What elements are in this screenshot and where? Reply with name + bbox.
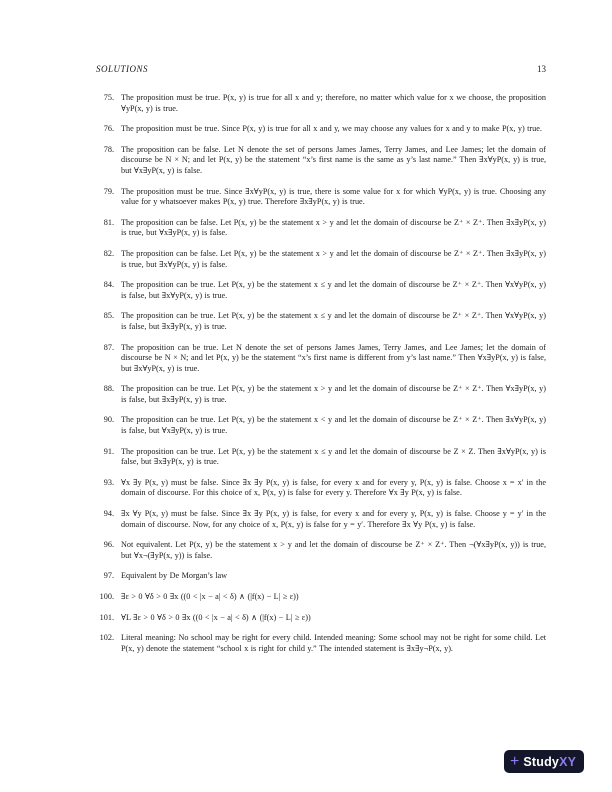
solution-item xyxy=(96,93,546,114)
solution-item xyxy=(96,540,546,561)
solution-text: The proposition can be false. Let N denote the set of persons James James, Terry James, and Lee James; let the domain of discourse be N × N; and let P(x, y) be the statement “x’s first name is the same as y’s last name.” Then ∃x∀yP(x, y) is true, but ∀x∃yP(x, y) is false. xyxy=(121,144,546,175)
solution-item xyxy=(96,145,546,177)
brand-name-primary: Study xyxy=(523,754,560,769)
solution-number: 91. xyxy=(103,446,114,456)
solution-text: The proposition can be true. Let P(x, y) be the statement x ≤ y and let the domain of discourse be Z⁺ × Z⁺. Then ∀x∀yP(x, y) is false, but ∃x∀yP(x, y) is true. xyxy=(121,280,546,300)
brand-name-accent: XY xyxy=(559,754,577,769)
solution-text: The proposition can be false. Let P(x, y) be the statement x > y and let the domain of discourse be Z⁺ × Z⁺. Then ∃x∃yP(x, y) is true, but ∀x∃yP(x, y) is false. xyxy=(121,217,546,238)
solution-text: The proposition must be true. Since P(x, y) is true for all x and y, we may choose any values for x and y to make P(x, y) true. xyxy=(121,124,542,134)
solution-text: The proposition can be true. Let P(x, y) be the statement x > y and let the domain of discourse be Z⁺ × Z⁺. Then ∀x∃yP(x, y) is false, but ∃x∃yP(x, y) is true. xyxy=(121,384,546,404)
solution-number: 81. xyxy=(103,217,114,227)
solution-item xyxy=(96,280,546,301)
solution-text: The proposition can be false. Let P(x, y) be the statement x > y and let the domain of discourse be Z⁺ × Z⁺. Then ∃x∃yP(x, y) is true, but ∃x∀yP(x, y) is false. xyxy=(121,248,546,269)
solution-text: The proposition must be true. Since ∃x∀yP(x, y) is true, there is some value for x for which ∀yP(x, y) is true. Choosing any value for y whatsoever makes P(x, y) true. Therefore ∃x∃yP(x, y) is true. xyxy=(121,186,546,207)
solution-text: Not equivalent. Let P(x, y) be the statement x > y and let the domain of discourse be Z⁺ × Z⁺. Then ¬(∀x∃yP(x, y)) is true, but ∀x¬(∃yP(x, y)) is false. xyxy=(121,540,546,560)
solution-number: 79. xyxy=(103,186,114,196)
solution-text: Equivalent by De Morgan’s law xyxy=(121,571,228,581)
solution-item xyxy=(96,311,546,332)
studyxy-logo-badge xyxy=(504,750,584,773)
solution-number: 75. xyxy=(103,93,114,102)
solution-text: The proposition can be true. Let P(x, y) be the statement x < y and let the domain of discourse be Z⁺ × Z⁺. Then ∃x∀yP(x, y) is false, but ∀x∃yP(x, y) is true. xyxy=(121,415,546,436)
solution-number: 88. xyxy=(103,384,114,394)
solution-item xyxy=(96,447,546,468)
solution-number: 76. xyxy=(103,124,114,134)
solution-text: ∃x ∀y P(x, y) must be false. Since ∃x ∃y P(x, y) is false, for every x and for every y, P(x, y) is false. Choose y = y′ in the domain of discourse. Now, for any choice of x, P(x, y) is false for y = y′. Therefore ∃x ∀y P(x, y) is false. xyxy=(121,509,546,529)
solution-item xyxy=(96,478,546,499)
solution-item xyxy=(96,384,546,405)
solution-number: 78. xyxy=(103,144,114,154)
solutions-list xyxy=(96,93,546,664)
solution-text: The proposition must be true. P(x, y) is true for all x and y; therefore, no matter which value for x we choose, the proposition ∀yP(x, y) is true. xyxy=(121,93,546,113)
solution-item xyxy=(96,218,546,239)
solution-item xyxy=(96,187,546,208)
solution-item xyxy=(96,571,546,582)
solution-text: ∀x ∃y P(x, y) must be false. Since ∃x ∃y P(x, y) is false, for every x and for every y, P(x, y) is false. Choose x = x′ in the domain of discourse. For this choice of x, P(x, y) is false for every y. Therefore ∀x ∃y P(x, y) is false. xyxy=(121,477,546,498)
solution-text: The proposition can be true. Let N denote the set of persons James James, Terry James, and Lee James; let the domain of discourse be N × N; and let P(x, y) be the statement “x’s first name is different from y’s last name.” Then ∀x∃yP(x, y) is false, but ∃x∀yP(x, y) is true. xyxy=(121,342,546,373)
solution-item xyxy=(96,592,546,603)
solution-text: Literal meaning: No school may be right for every child. Intended meaning: Some school may not be right for some child. Let P(x, y) denote the statement “school x is right for child y.” The intended statement is ∃x∃y¬P(x, y). xyxy=(121,633,546,653)
solution-item xyxy=(96,415,546,436)
solution-item xyxy=(96,249,546,270)
solution-number: 85. xyxy=(103,311,114,321)
solution-text: ∃ε > 0 ∀δ > 0 ∃x ((0 < |x − a| < δ) ∧ (|f(x) − L| ≥ ε)) xyxy=(121,592,299,601)
solution-number: 94. xyxy=(103,509,114,519)
solution-number: 82. xyxy=(103,248,114,258)
solution-item xyxy=(96,509,546,530)
plus-icon: + xyxy=(510,752,520,770)
solution-number: 93. xyxy=(103,477,114,487)
solution-text: The proposition can be true. Let P(x, y) be the statement x ≤ y and let the domain of discourse be Z × Z. Then ∃x∀yP(x, y) is false, but ∃x∃yP(x, y) is true. xyxy=(121,446,546,467)
solution-text: ∀L ∃ε > 0 ∀δ > 0 ∃x ((0 < |x − a| < δ) ∧ (|f(x) − L| ≥ ε)) xyxy=(121,612,311,622)
solution-item xyxy=(96,124,546,135)
page-number: 13 xyxy=(537,64,546,74)
solution-number: 101. xyxy=(99,612,114,622)
page-header xyxy=(96,64,546,74)
solution-item xyxy=(96,633,546,654)
solution-number: 84. xyxy=(103,280,114,290)
running-head-title: SOLUTIONS xyxy=(96,64,149,74)
solution-text: The proposition can be true. Let P(x, y) be the statement x ≤ y and let the domain of discourse be Z⁺ × Z⁺. Then ∀x∀yP(x, y) is false, but ∃x∃yP(x, y) is true. xyxy=(121,311,546,331)
solution-item xyxy=(96,343,546,375)
solution-number: 100. xyxy=(99,592,114,601)
solution-item xyxy=(96,613,546,624)
solution-number: 90. xyxy=(103,415,114,425)
solution-number: 96. xyxy=(103,540,114,550)
solution-number: 102. xyxy=(99,633,114,643)
solution-number: 97. xyxy=(103,571,114,581)
solution-number: 87. xyxy=(103,342,114,352)
